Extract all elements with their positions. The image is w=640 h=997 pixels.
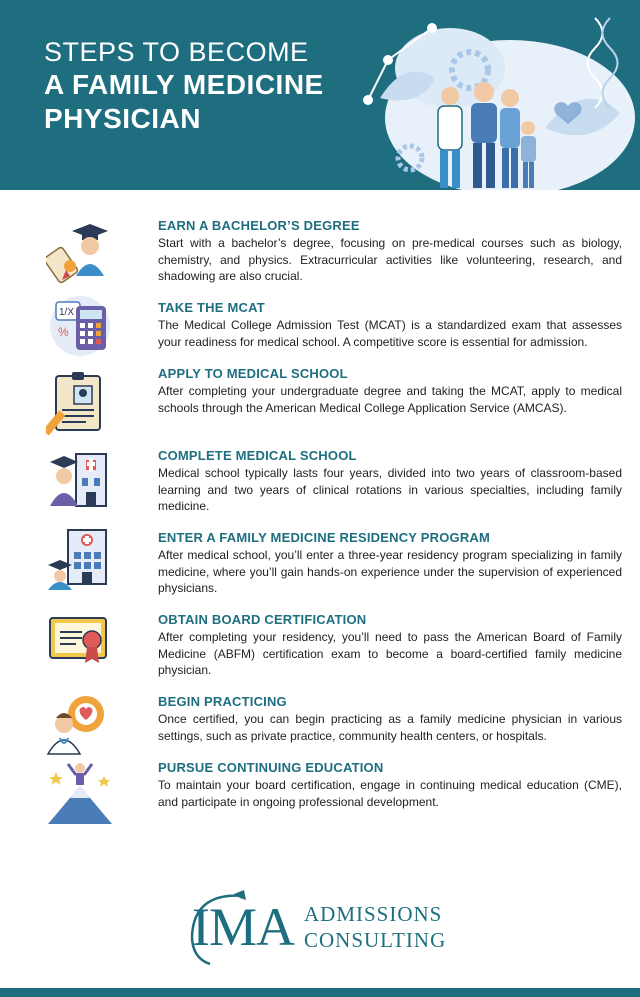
svg-text:%: % [58,325,69,339]
footer-bar [0,988,640,997]
step-title: OBTAIN BOARD CERTIFICATION [158,612,367,627]
title-line-3: PHYSICIAN [44,103,201,134]
step-description: After medical school, you’ll enter a three-year residency program specializing in family medicine, where you’ll gain hands-on experience under the supervision of experienced physicians. [158,548,622,595]
step-title: COMPLETE MEDICAL SCHOOL [158,448,357,463]
certificate-icon [46,608,114,674]
svg-text:1/X: 1/X [59,307,75,318]
step-description: Medical school typically lasts four years, divided into two years of classroom-based learning and two years of clinical rotations in various specialties, including family medicine. [158,466,622,513]
step-title: APPLY TO MEDICAL SCHOOL [158,366,348,381]
step-description: Once certified, you can begin practicing as a family medicine physician in various settings, such as private practice, community health centers, or hospitals. [158,712,622,743]
application-form-icon [46,370,114,436]
step-description: To maintain your board certification, engage in continuing medical education (CME), and participate in ongoing professional development. [158,778,622,809]
page-title [44,36,324,136]
step-description: Start with a bachelor’s degree, focusing on pre-medical courses such as biology, chemistry, and physics. Extracurricular activities like volunteering, research, and shadowing are also crucial. [158,236,622,283]
header-banner [0,0,640,190]
title-line-1: STEPS TO BECOME [44,37,309,67]
logo-initials: IMA [192,897,294,957]
step-title: ENTER A FAMILY MEDICINE RESIDENCY PROGRAM [158,530,491,545]
title-line-2: A FAMILY MEDICINE [44,69,324,100]
logo-word-consulting: CONSULTING [304,928,447,952]
graduate-hospital-icon [46,448,114,514]
step-description: After completing your undergraduate degree and taking the MCAT, apply to medical schools through the American Medical College Application Service (AMCAS). [158,384,622,415]
mountain-summit-icon [46,760,114,826]
family-doctor-illustration [340,8,640,190]
step-description: After completing your residency, you’ll need to pass the American Board of Family Medicine (ABFM) certification exam to become a board-certified family medicine physician. [158,630,622,677]
hospital-building-icon [46,526,114,592]
step-title: TAKE THE MCAT [158,300,265,315]
step-title: PURSUE CONTINUING EDUCATION [158,760,384,775]
step-description: The Medical College Admission Test (MCAT) is a standardized exam that assesses your readiness for medical school. A competitive score is essential for admission. [158,318,622,349]
graduate-diploma-icon [46,220,114,286]
step-title: EARN A BACHELOR’S DEGREE [158,218,360,233]
calculator-icon [46,292,114,358]
ima-logo [186,886,466,966]
logo-word-admissions: ADMISSIONS [304,902,443,926]
doctor-heart-icon [46,690,114,756]
step-title: BEGIN PRACTICING [158,694,287,709]
